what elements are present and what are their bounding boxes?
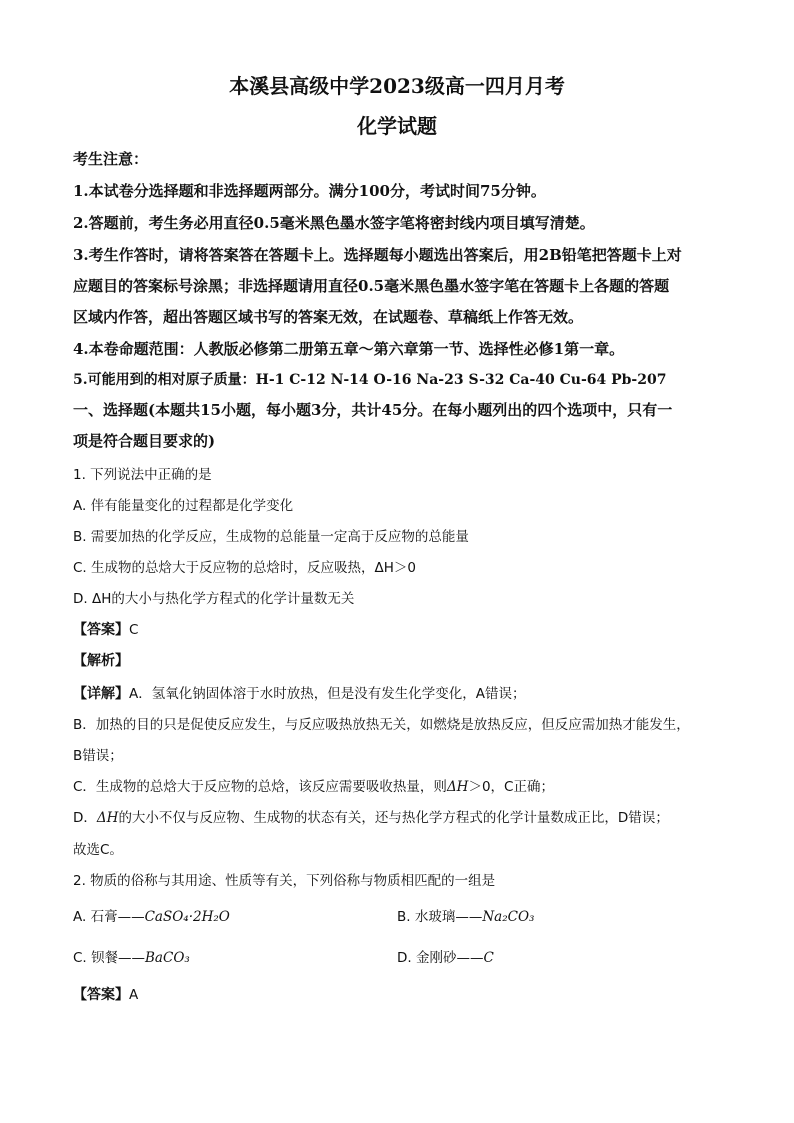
q2-option-c — [73, 946, 190, 966]
notice-item-3-cont: 应题目的答案标号涂黑；非选择题请用直径0.5毫米黑色墨水签字笔在答题卡上各题的答题 — [73, 277, 670, 295]
q1-detail-b-cont: B错误； — [73, 748, 123, 764]
q2-answer-row — [73, 984, 734, 1004]
notice-item-5: 5.可能用到的相对原子质量：H-1 C-12 N-14 O-16 Na-23 S-32 Ca-40 Cu-64 Pb-207 — [73, 372, 667, 388]
q1-detail-d-post: 的大小不仅与反应物、生成物的状态有关，还与热化学方程式的化学计量数成正比，D错误； — [118, 810, 669, 826]
q1-detail-d-pre: D． — [73, 810, 97, 826]
q2-option-d-formula: C — [483, 950, 494, 966]
q2-option-c-formula: BaCO₃ — [145, 950, 190, 966]
q1-analysis-row — [73, 650, 734, 670]
q1-detail-b: B．加热的目的只是促使反应发生，与反应吸热放热无关，如燃烧是放热反应，但反应需加热才能发生， — [73, 717, 690, 733]
exam-subtitle: 化学试题 — [357, 114, 437, 138]
q2-option-a — [73, 905, 230, 925]
q1-detail-a: A．氢氧化钠固体溶于水时放热，但是没有发生化学变化，A错误； — [129, 686, 526, 702]
q1-answer-row — [73, 619, 734, 639]
q2-option-b-formula: Na₂CO₃ — [482, 909, 535, 925]
q1-option-b: B. 需要加热的化学反应，生成物的总能量一定高于反应物的总能量 — [73, 529, 469, 545]
q2-option-c-label: C. 钡餐—— — [73, 950, 146, 966]
q2-option-a-label: A. 石膏—— — [73, 909, 145, 925]
notice-item-3: 3.考生作答时，请将答案答在答题卡上。选择题每小题选出答案后，用2B铅笔把答题卡上对 — [73, 246, 682, 264]
q1-detail-d-row — [73, 806, 734, 826]
delta-h-symbol: ΔH — [446, 779, 469, 795]
q1-option-c: C. 生成物的总焓大于反应物的总焓时，反应吸热，ΔH＞0 — [73, 560, 416, 576]
q1-answer: C — [129, 622, 139, 638]
q1-detail-c-pre: C．生成物的总焓大于反应物的总焓，该反应需要吸收热量，则 — [73, 779, 447, 795]
answer-tag: 【答案】 — [73, 622, 129, 638]
q1-detail-c-row — [73, 775, 734, 795]
notice-heading: 考生注意： — [73, 150, 149, 168]
q2-option-b — [397, 905, 534, 925]
q1-detail-a-row — [73, 682, 734, 703]
notice-item-1: 1.本试卷分选择题和非选择题两部分。满分100分，考试时间75分钟。 — [73, 182, 546, 200]
q1-stem: 1. 下列说法中正确的是 — [73, 467, 212, 483]
section-heading-line1: 一、选择题(本题共15小题，每小题3分，共计45分。在每小题列出的四个选项中，只有一 — [73, 401, 673, 419]
q1-option-d: D. ΔH的大小与热化学方程式的化学计量数无关 — [73, 591, 355, 607]
q1-detail-c-post: ＞0，C正确； — [468, 779, 554, 795]
section-heading-line2: 项是符合题目要求的) — [73, 432, 216, 450]
q2-option-b-label: B. 水玻璃—— — [397, 909, 483, 925]
delta-h-symbol: ΔH — [96, 810, 119, 826]
q2-option-d-label: D. 金刚砂—— — [397, 950, 484, 966]
q2-answer: A — [129, 987, 139, 1003]
answer-tag: 【答案】 — [73, 987, 129, 1003]
notice-item-4: 4.本卷命题范围：人教版必修第二册第五章～第六章第一节、选择性必修1第一章。 — [73, 340, 625, 358]
q1-option-a: A. 伴有能量变化的过程都是化学变化 — [73, 498, 294, 514]
q1-conclusion: 故选C。 — [73, 842, 123, 858]
q2-option-a-formula: CaSO₄·2H₂O — [144, 909, 230, 925]
q2-option-d — [397, 946, 494, 966]
exam-title: 本溪县高级中学2023级高一四月月考 — [229, 74, 565, 98]
q2-stem: 2. 物质的俗称与其用途、性质等有关，下列俗称与物质相匹配的一组是 — [73, 873, 496, 889]
notice-item-2: 2.答题前，考生务必用直径0.5毫米黑色墨水签字笔将密封线内项目填写清楚。 — [73, 214, 595, 232]
detail-tag: 【详解】 — [73, 686, 129, 702]
notice-item-3-cont2: 区域内作答，超出答题区域书写的答案无效，在试题卷、草稿纸上作答无效。 — [73, 308, 584, 326]
analysis-tag: 【解析】 — [73, 653, 129, 669]
